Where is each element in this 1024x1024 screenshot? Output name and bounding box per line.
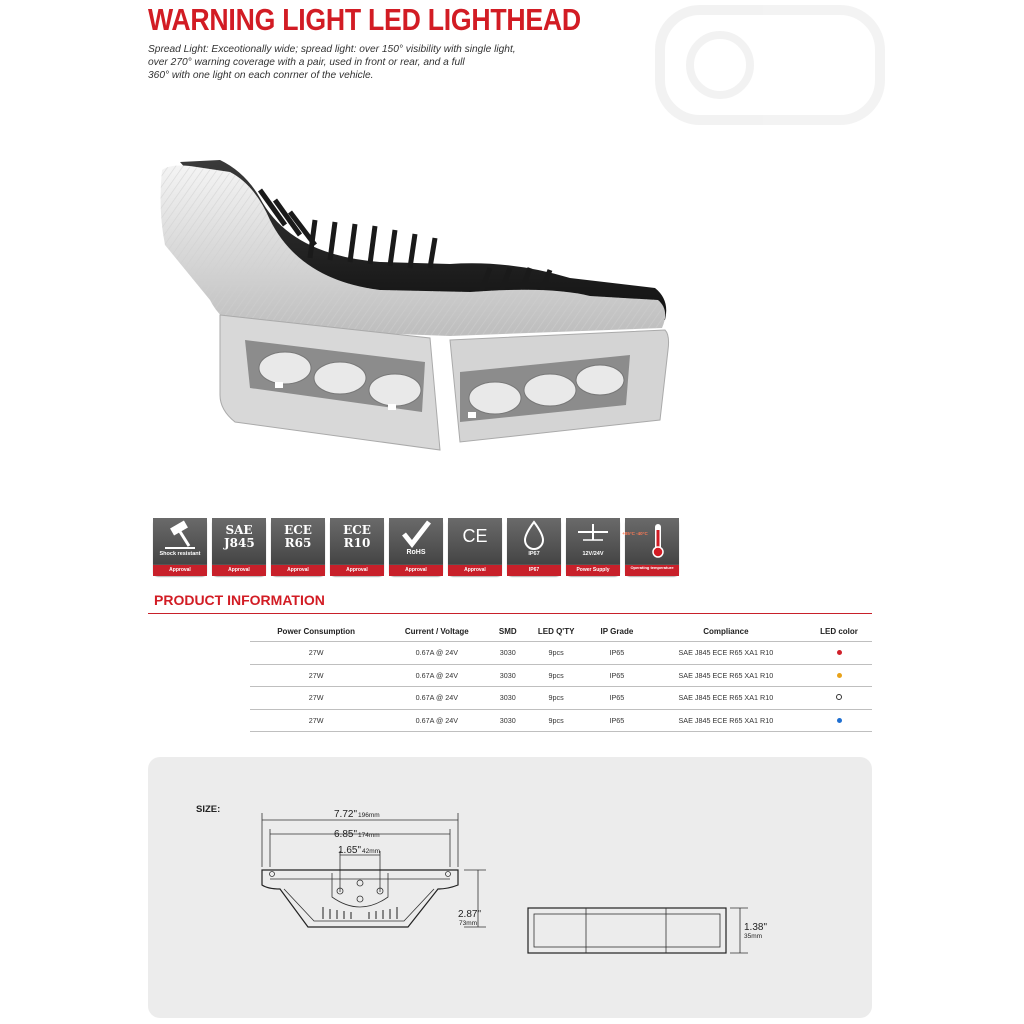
badge-text: RoHS — [406, 549, 426, 556]
cell-current: 0.67A @ 24V — [382, 709, 491, 732]
table-row — [250, 642, 872, 665]
dim-total-width: 7.72"196mm — [334, 809, 380, 820]
cell-led-color — [806, 709, 872, 732]
cell-smd: 3030 — [491, 642, 524, 665]
certification-badges — [153, 518, 683, 578]
cell-smd: 3030 — [491, 709, 524, 732]
dim-height-in: 2.87" — [458, 909, 482, 920]
badge-text: +85°C -40°C — [622, 531, 648, 536]
water-drop-icon — [507, 518, 561, 550]
badge-ip67 — [507, 518, 561, 576]
badge-rohs — [389, 518, 443, 576]
cell-smd: 3030 — [491, 687, 524, 710]
cell-compliance: SAE J845 ECE R65 XA1 R10 — [646, 687, 806, 710]
dim-mount-spacing: 1.65"42mm — [338, 845, 381, 856]
product-image — [150, 150, 690, 470]
cell-led-color — [806, 664, 872, 687]
cell-led-color — [806, 687, 872, 710]
badge-caption: Approval — [212, 565, 266, 576]
cell-compliance: SAE J845 ECE R65 XA1 R10 — [646, 642, 806, 665]
table-row — [250, 664, 872, 687]
badge-shock-resistant — [153, 518, 207, 576]
cell-ip: IP65 — [588, 664, 646, 687]
column-header: SMD — [498, 627, 517, 636]
column-header: Current / Voltage — [404, 627, 469, 636]
power-supply-icon — [566, 518, 620, 550]
badge-ece-r10 — [330, 518, 384, 576]
badge-text: Shock resistant — [159, 551, 201, 557]
badge-sae-j845 — [212, 518, 266, 576]
cell-ip: IP65 — [588, 687, 646, 710]
badge-caption: Approval — [448, 565, 502, 576]
product-description — [148, 43, 608, 82]
badge-caption: Approval — [330, 565, 384, 576]
cell-smd: 3030 — [491, 664, 524, 687]
dim-inner-width: 6.85"174mm — [334, 829, 380, 840]
description-line: Spread Light: Exceotionally wide; spread light: over 150° visibility with single light, — [148, 44, 516, 55]
table-row — [250, 687, 872, 710]
section-title: PRODUCT INFORMATION — [154, 592, 325, 608]
page-title: WARNING LIGHT LED LIGHTHEAD — [148, 2, 581, 37]
table-header-row — [250, 622, 872, 642]
cell-qty: 9pcs — [524, 687, 588, 710]
cell-ip: IP65 — [588, 642, 646, 665]
table-row — [250, 709, 872, 732]
section-divider — [148, 613, 872, 614]
description-line: 360° with one light on each conrner of the vehicle. — [148, 70, 374, 81]
cell-compliance: SAE J845 ECE R65 XA1 R10 — [646, 709, 806, 732]
column-header: Compliance — [703, 627, 749, 636]
ece-r65-icon: ECE R65 — [284, 523, 312, 550]
cell-ip: IP65 — [588, 709, 646, 732]
rohs-check-icon — [389, 518, 443, 550]
badge-caption: IP67 — [507, 565, 561, 576]
cell-power: 27W — [250, 709, 382, 732]
size-label: SIZE: — [196, 804, 221, 815]
badge-caption: Operating temperature — [625, 565, 679, 576]
watermark-logo — [640, 0, 900, 140]
cell-qty: 9pcs — [524, 664, 588, 687]
dim-depth-mm: 35mm — [744, 933, 763, 940]
ece-r10-icon: ECE R10 — [343, 523, 371, 550]
badge-caption: Approval — [271, 565, 325, 576]
cell-current: 0.67A @ 24V — [382, 642, 491, 665]
cell-power: 27W — [250, 664, 382, 687]
ce-mark-icon: CE — [462, 526, 488, 546]
cell-led-color — [806, 642, 872, 665]
cell-qty: 9pcs — [524, 642, 588, 665]
badge-power-supply — [566, 518, 620, 576]
led-color-dot — [837, 718, 842, 723]
led-color-dot — [837, 650, 842, 655]
column-header: IP Grade — [600, 627, 634, 636]
badge-text: 12V/24V — [582, 551, 604, 557]
cell-power: 27W — [250, 687, 382, 710]
badge-ece-r65 — [271, 518, 325, 576]
badge-caption: Power Supply — [566, 565, 620, 576]
product-info-table — [250, 622, 872, 732]
cell-qty: 9pcs — [524, 709, 588, 732]
cell-compliance: SAE J845 ECE R65 XA1 R10 — [646, 664, 806, 687]
cell-current: 0.67A @ 24V — [382, 664, 491, 687]
column-header: LED Q'TY — [537, 627, 575, 636]
description-line: over 270° warning coverage with a pair, used in front or rear, and a full — [148, 57, 465, 68]
led-color-dot — [837, 673, 842, 678]
dim-depth-in: 1.38" — [744, 922, 768, 933]
cell-power: 27W — [250, 642, 382, 665]
hammer-icon — [153, 518, 207, 552]
dimension-drawing — [148, 757, 872, 1018]
badge-ce — [448, 518, 502, 576]
badge-caption: Approval — [153, 565, 207, 576]
dim-height-mm: 73mm — [459, 920, 478, 927]
badge-temperature — [622, 518, 679, 576]
sae-j845-icon: SAE J845 — [224, 523, 255, 550]
thermometer-icon — [625, 518, 679, 564]
badge-caption: Approval — [389, 565, 443, 576]
column-header: LED color — [820, 627, 858, 636]
column-header: Power Consumption — [277, 627, 355, 636]
cell-current: 0.67A @ 24V — [382, 687, 491, 710]
led-color-dot — [836, 694, 842, 700]
badge-text: IP67 — [528, 551, 540, 557]
